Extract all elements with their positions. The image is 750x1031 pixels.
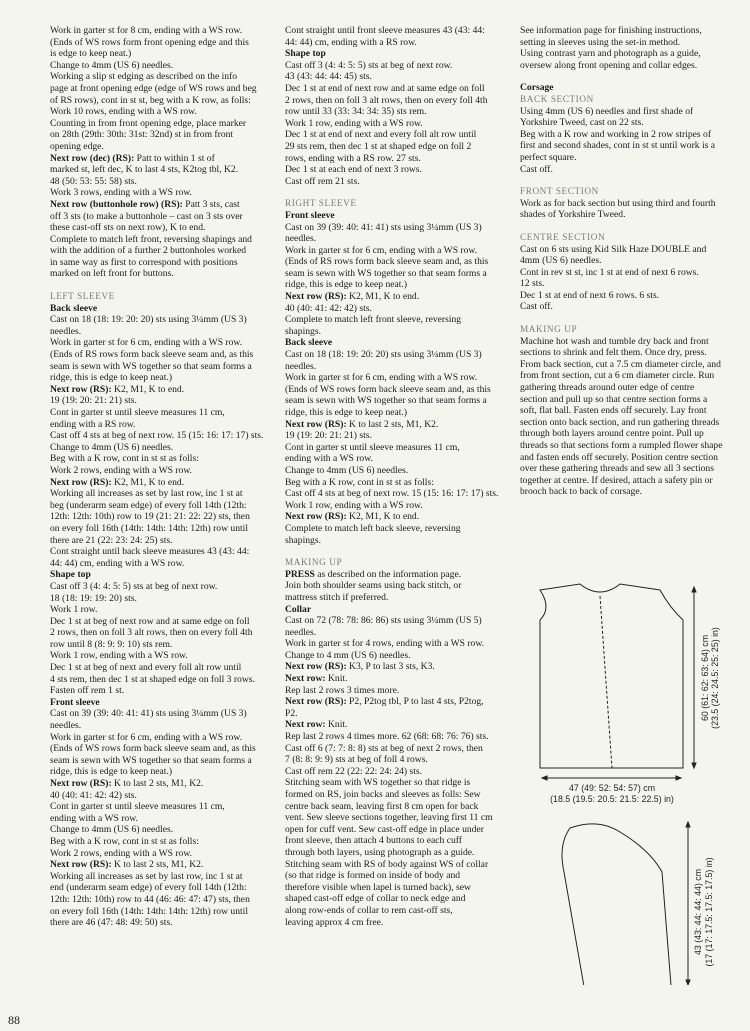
text-line: Work in garter st for 6 cm, ending with a WS row. [50, 337, 243, 349]
text-line: ending with a WS row. [285, 453, 373, 465]
text-line: needles. [285, 360, 317, 372]
subsection-heading: Back sleeve [50, 302, 98, 314]
text-line: (Ends of WS rows form back sleeve seam and, as this [285, 383, 491, 395]
text-line: From back section, cut a 7.5 cm diameter circle, and [520, 358, 721, 370]
section-heading: FRONT SECTION [520, 186, 599, 197]
text-line: formed on RS, join backs and sleeves as folls: Sew [285, 789, 481, 800]
text-line: Cast on 39 (39: 40: 41: 41) sts using 3¼mm (US 3) [50, 708, 247, 720]
text-line: Machine hot wash and tumble dry back and front [520, 335, 709, 347]
text-line: Work in garter st for 8 cm, ending with a WS row. [50, 25, 243, 36]
text-line: Work in garter st for 6 cm, ending with a WS row. [285, 372, 478, 384]
subsection-heading: Shape top [50, 569, 91, 581]
text-line: Counting in from front opening edge, place marker [50, 117, 247, 129]
text-line: (Ends of WS rows form back sleeve seam and, as this [50, 743, 256, 755]
text-line: Stitching seam with WS together so that ridge is [285, 777, 471, 789]
text-line: Yorkshire Tweed, cast on 22 sts. [520, 117, 644, 129]
text-line: Complete to match left front, reversing shapings and [50, 233, 252, 245]
instruction-line [50, 199, 272, 211]
text-line: through both layers, using photograph as a guide. [285, 846, 475, 858]
text-line: Cast off 6 (7: 7: 8: 8) sts at beg of next 2 rows, then [285, 742, 483, 754]
section-spacer [520, 221, 740, 232]
section-heading: LEFT SLEEVE [50, 291, 115, 302]
sleeve-length-label-in: (17 (17: 17.5: 17.5: 17.5) in) [704, 857, 714, 967]
text-line: Work 1 row. [50, 604, 98, 616]
section-spacer [520, 71, 740, 82]
instruction-text: K to last 2 sts, M1, K2. [111, 778, 204, 789]
instruction-text: K to last 2 sts, M1, K2. [111, 859, 204, 871]
text-line: front sleeve, then attach 4 buttons to each cuff [285, 835, 462, 847]
text-line: Dec 1 st at beg of next and every foll alt row until [50, 662, 242, 674]
text-line: 2 rows, then on foll 3 alt rows, then on every foll 4th [285, 94, 488, 106]
text-line: off 3 sts (to make a buttonhole – cast on 3 sts over [50, 210, 243, 222]
text-line: 4 sts rem, then dec 1 st at shaped edge on foll 3 rows. [50, 673, 255, 685]
text-line: 40 (40: 41: 42: 42) sts. [50, 789, 137, 801]
subsection-heading: Corsage [520, 82, 554, 94]
text-line: Dec 1 st at beg of next row and at same edge on foll [50, 615, 250, 627]
instruction-text: K2, M1, K to end. [111, 476, 185, 488]
body-width-label: 47 (49: 52: 54: 57) cm [568, 783, 656, 793]
schematic-diagrams [520, 560, 740, 990]
instruction-label: Next row (RS): [50, 778, 112, 789]
text-line: Work 1 row, ending with a WS row. [50, 650, 188, 662]
text-line: 19 (19: 20: 21: 21) sts. [285, 430, 372, 442]
text-line: threads so that sections form a rumpled flower shape [520, 440, 723, 451]
text-line: seam is sewn with WS together so that seam forms a [285, 395, 487, 407]
text-line: Cast off 3 (4: 4: 5: 5) sts at beg of next row. [285, 59, 453, 71]
text-line: seam is sewn with WS together so that seam forms a [50, 360, 252, 372]
subsection-heading: Shape top [285, 48, 326, 60]
text-line: Cont straight until back sleeve measures 43 (43: 44: [50, 546, 250, 558]
instruction-text: as described on the information page. [314, 568, 462, 580]
text-line: Work as for back section but using third and fourth [520, 197, 716, 209]
instruction-text: Patt to within 1 st of [134, 152, 215, 164]
text-line: P2. [285, 707, 298, 719]
text-line: Cast off rem 21 sts. [285, 175, 360, 187]
text-line: open for cuff vent. Sew cast-off edge in place under [285, 823, 484, 835]
text-line: Beg with a K row, cont in st st as folls: [50, 453, 199, 465]
text-line: in same way as first to correspond with positions [50, 256, 238, 268]
sleeve-schematic [562, 822, 690, 985]
text-line: (so that ridge is formed on inside of body and [285, 870, 461, 882]
text-line: perfect square. [520, 151, 577, 163]
text-line: 19 (19: 20: 21: 21) sts. [50, 395, 137, 407]
instruction-text: P2, P2tog tbl, P to last 4 sts, P2tog, [346, 696, 484, 708]
text-line: Cont in garter st until sleeve measures 11 cm, [50, 801, 225, 813]
text-line: Rep last 2 rows 4 times more. 62 (68: 68: 76: 76) sts. [285, 731, 489, 743]
section-heading: CENTRE SECTION [520, 231, 606, 242]
text-line: Cast off 4 sts at beg of next row. 15 (15: 16: 17: 17) sts. [285, 488, 499, 500]
text-line: marked st, left dec, K to last 4 sts, K2tog tbl, K2. [50, 164, 239, 176]
section-heading: MAKING UP [285, 557, 343, 568]
text-line: Work 10 rows, ending with a WS row. [50, 106, 197, 118]
text-line: 40 (40: 41: 42: 42) sts. [285, 302, 372, 314]
text-line: Work 2 rows, ending with a WS row. [50, 847, 193, 859]
text-line: 4mm (US 6) needles. [520, 255, 602, 267]
text-line: row until 8 (8: 9: 9: 10) sts rem. [50, 638, 173, 650]
text-line: Using 4mm (US 6) needles and first shade of [520, 105, 694, 117]
text-line: Dec 1 st at end of next row and at same edge on foll [285, 82, 485, 94]
text-line: of RS rows), cont in st st, beg with a K row, as folls: [50, 94, 251, 106]
text-line: needles. [50, 720, 82, 732]
instruction-line [285, 719, 509, 731]
body-width-label-in: (18.5 (19.5: 20.5: 21.5: 22.5) in) [550, 794, 674, 804]
text-line: Cast off 4 sts at beg of next row. 15 (15: 16: 17: 17) sts. [50, 430, 264, 442]
text-line: 18 (18: 19: 19: 20) sts. [50, 592, 137, 604]
text-line: Cont in garter st until sleeve measures 11 cm, [285, 441, 460, 453]
text-line: Dec 1 st at end of next and every foll alt row until [285, 129, 477, 141]
section-heading: BACK SECTION [520, 93, 594, 104]
subsection-heading: Collar [285, 603, 312, 615]
instruction-line [50, 859, 272, 871]
body-height-label-in: (23.5 (24: 24.5: 25: 25) in) [710, 627, 720, 729]
text-column-right [520, 25, 740, 498]
text-line: Join both shoulder seams using back stitch, or [285, 580, 462, 592]
instruction-text: Knit. [325, 719, 348, 731]
text-line: Cast on 18 (18: 19: 20: 20) sts using 3¼mm (US 3) [50, 314, 247, 326]
instruction-label: Next row (buttonhole row) (RS): [50, 198, 183, 210]
text-line: Cast off. [520, 301, 553, 313]
instruction-text: K2, M1, K to end. [111, 383, 185, 395]
text-line: Change to 4mm (US 6) needles. [50, 824, 174, 836]
text-line: is edge to keep neat.) [50, 48, 132, 60]
text-line: needles. [285, 626, 317, 638]
text-line: section onto back section, and run gathering threads [520, 416, 720, 428]
text-line: shaped cast-off edge of collar to neck edge and [285, 893, 466, 905]
text-line: from front section, cut a 6 cm diameter circle. Run [520, 370, 715, 382]
text-line: beg (underarm seam edge) of every foll 14th (12th: [50, 499, 247, 511]
text-line: Fasten off rem 1 st. [50, 685, 125, 697]
instruction-label: Next row (RS): [50, 476, 112, 488]
text-line: Cast off rem 22 (22: 22: 24: 24) sts. [285, 765, 423, 777]
text-line: Change to 4mm (US 6) needles. [50, 441, 174, 453]
text-line: Work in garter st for 6 cm, ending with a WS row. [285, 244, 478, 256]
text-line: ending with a RS row. [50, 418, 136, 430]
text-line: Cont in rev st st, inc 1 st at end of next 6 rows. [520, 266, 699, 278]
instruction-line [285, 673, 509, 685]
text-line: needles. [285, 233, 317, 245]
text-line: centre back seam, leaving first 8 cm open for back [285, 800, 479, 812]
text-line: seam is sewn with WS together so that seam forms a [285, 267, 487, 279]
subsection-heading: Back sleeve [285, 337, 333, 349]
text-line: 48 (50: 53: 55: 58) sts. [50, 175, 137, 187]
text-line: ridge, this is edge to keep neat.) [50, 766, 173, 778]
text-line: brooch back to back of corsage. [520, 486, 643, 498]
instruction-text: K2, M1, K to end. [346, 291, 420, 303]
text-line: Stitching seam with RS of body against WS of collar [285, 858, 489, 870]
section-spacer [520, 175, 740, 186]
sleeve-outline [562, 824, 672, 985]
text-line: mattress stitch if preferred. [285, 591, 389, 603]
text-line: shapings. [285, 534, 321, 546]
text-line: Change to 4mm (US 6) needles. [285, 464, 409, 476]
text-line: 44: 44) cm, ending with a RS row. [285, 36, 417, 48]
text-line: Cast on 18 (18: 19: 20: 20) sts using 3¼mm (US 3) [285, 349, 482, 361]
instruction-label: Next row (RS): [285, 661, 347, 673]
instruction-line [285, 291, 509, 303]
instruction-label: Next row: [285, 719, 326, 731]
section-heading: RIGHT SLEEVE [285, 198, 357, 209]
text-line: 43 (43: 44: 44: 45) sts. [285, 71, 372, 83]
text-line: ridge, this is edge to keep neat.) [285, 279, 408, 291]
text-line: opening edge. [50, 140, 104, 152]
text-line: together at centre. If desired, attach a safety pin or [520, 474, 713, 486]
text-line: Complete to match left back sleeve, reversing [285, 522, 461, 534]
section-spacer [285, 546, 509, 557]
instruction-text: Knit. [325, 673, 348, 685]
text-line: (Ends of RS rows form back sleeve seam and, as this [285, 256, 489, 268]
text-line: gathering threads around outer edge of centre [520, 382, 695, 394]
schematic-svg [520, 560, 740, 985]
page-number: 88 [8, 1013, 20, 1027]
text-line: on every foll 16th (14th: 14th: 14th: 12th) row until [50, 522, 248, 534]
instruction-label: Next row (RS): [285, 696, 347, 708]
front-opening-line [600, 596, 612, 768]
section-spacer [520, 313, 740, 324]
text-line: seam is sewn with WS together so that seam forms a [50, 754, 252, 766]
text-line: Work in garter st for 6 cm, ending with a WS row. [50, 731, 243, 743]
section-spacer [50, 280, 272, 291]
text-line: Cast off 3 (4: 4: 5: 5) sts at beg of next row. [50, 580, 218, 592]
text-line: sections to shrink and felt them. Once dry, press. [520, 347, 707, 359]
text-line: over these gathering threads and sew all 3 sections [520, 463, 714, 475]
text-line: 44: 44) cm, ending with a WS row. [50, 557, 185, 569]
text-line: page at front opening edge (edge of WS rows and beg [50, 82, 257, 94]
body-schematic [540, 584, 696, 780]
instruction-line [285, 569, 509, 581]
subsection-heading: Front sleeve [285, 209, 335, 221]
text-line: on every foll 16th (14th: 14th: 14th: 12th) row until [50, 905, 248, 917]
body-outline [540, 584, 683, 768]
instruction-line [285, 661, 509, 673]
text-line: Work in garter st for 4 rows, ending with a WS row. [285, 638, 485, 650]
text-line: vent. Sew sleeve sections together, leaving first 11 cm [285, 812, 493, 824]
text-line: 12th: 12th: 10th) row to 19 (21: 21: 22: 22) sts, then [50, 511, 250, 523]
text-line: there are 46 (47: 48: 49: 50) sts. [50, 917, 173, 929]
text-line: 12th: 12th: 10th) row to 44 (46: 46: 47: 47) sts, then [50, 893, 250, 905]
section-heading: MAKING UP [520, 324, 578, 335]
instruction-text: Patt 3 sts, cast [182, 198, 240, 210]
text-line: Using contrast yarn and photograph as a guide, [520, 48, 701, 60]
text-line: Work 3 rows, ending with a WS row. [50, 187, 193, 199]
text-line: section and pull up so that centre section forms a [520, 393, 708, 405]
text-line: there are 21 (22: 23: 24: 25) sts. [50, 534, 173, 546]
instruction-line [50, 477, 272, 489]
text-line: shades of Yorkshire Tweed. [520, 209, 626, 221]
text-line: 2 rows, then on foll 3 alt rows, then on every foll 4th [50, 627, 253, 639]
text-line: first and second shades, cont in st st until work is a [520, 140, 716, 152]
text-line: Complete to match left front sleeve, reversing [285, 314, 462, 326]
instruction-label: Next row (RS): [50, 859, 112, 871]
instruction-line [50, 384, 272, 396]
text-line: Cast on 39 (39: 40: 41: 41) sts using 3¼mm (US 3) [285, 221, 482, 233]
text-line: ridge, this is edge to keep neat.) [285, 407, 408, 418]
body-height-label: 60 (61: 62: 63: 64) cm [700, 634, 710, 722]
text-line: end (underarm seam edge) of every foll 14th (12th: [50, 882, 247, 894]
text-line: 29 sts rem, then dec 1 st at shaped edge on foll 2 [285, 140, 472, 152]
text-line: Cast off. [520, 163, 553, 175]
text-line: Working all increases as set by last row, inc 1 st at [50, 870, 243, 882]
instruction-line [285, 696, 509, 708]
text-line: Working a slip st edging as described on the info [50, 71, 238, 83]
instruction-label: Next row (dec) (RS): [50, 152, 135, 164]
text-line: ending with a WS row. [50, 812, 138, 824]
text-line: soft, flat ball. Fasten ends off securely. Lay front [520, 405, 707, 417]
text-line: these cast-off sts on next row), K to end. [50, 222, 206, 234]
subsection-heading: Front sleeve [50, 696, 100, 708]
text-line: Cont straight until front sleeve measures 43 (43: 44: [285, 25, 485, 36]
text-line: needles. [50, 325, 82, 337]
text-line: Cast on 72 (78: 78: 86: 86) sts using 3¼mm (US 5) [285, 615, 482, 627]
text-line: row until 33 (33: 34: 34: 35) sts rem. [285, 106, 427, 118]
text-line: Beg with a K row and working in 2 row stripes of [520, 128, 712, 140]
text-line: and fasten ends off securely. Position centre section [520, 451, 718, 463]
text-line: through both layers around centre point. Pull up [520, 428, 704, 440]
text-line: therefore visible when lapel is turned back), sew [285, 881, 471, 893]
text-line: along row-ends of collar to rem cast-off sts, [285, 904, 453, 916]
text-line: Cont in garter st until sleeve measures 11 cm, [50, 407, 225, 418]
text-line: ridge, this is edge to keep neat.) [50, 372, 173, 384]
text-line: Change to 4mm (US 6) needles. [50, 59, 174, 71]
text-line: 12 sts. [520, 278, 545, 290]
text-line: oversew along front opening and collar edges. [520, 59, 698, 71]
text-line: Change to 4 mm (US 6) needles. [285, 649, 411, 661]
instruction-line [50, 153, 272, 165]
text-line: Dec 1 st at each end of next 3 rows. [285, 164, 422, 176]
text-line: (Ends of RS rows form back sleeve seam and, as this [50, 349, 254, 361]
text-line: Work 2 rows, ending with a WS row. [50, 464, 193, 476]
instruction-label: Next row (RS): [50, 383, 112, 395]
text-line: leaving approx 4 cm free. [285, 916, 384, 928]
text-line: See information page for finishing instructions, [520, 25, 702, 36]
instruction-text: K2, M1, K to end. [346, 511, 420, 523]
text-line: Work 1 row, ending with a WS row. [285, 499, 423, 511]
instruction-label: Next row (RS): [285, 291, 347, 303]
instruction-text: K3, P to last 3 sts, K3. [346, 661, 435, 673]
text-line: on 28th (29th: 30th: 31st: 32nd) st in from front [50, 129, 234, 141]
text-line: Beg with a K row, cont in st st as folls: [50, 835, 199, 847]
instruction-line [50, 778, 272, 790]
instruction-line [285, 511, 509, 523]
instruction-line [285, 419, 509, 431]
text-column-left [50, 25, 272, 929]
instruction-label: Next row: [285, 673, 326, 685]
section-spacer [285, 187, 509, 198]
text-line: 7 (8: 8: 9: 9) sts at beg of foll 4 rows. [285, 754, 428, 766]
text-line: setting in sleeves using the set-in method. [520, 36, 681, 48]
text-line: (Ends of WS rows form front opening edge and this [50, 36, 249, 48]
text-line: Working all increases as set by last row, inc 1 st at [50, 488, 243, 500]
text-column-middle [285, 25, 509, 928]
text-line: Dec 1 st at end of next 6 rows. 6 sts. [520, 289, 660, 301]
instruction-label: Next row (RS): [285, 418, 347, 430]
instruction-text: K to last 2 sts, M1, K2. [346, 418, 439, 430]
instruction-label: PRESS [285, 568, 315, 580]
text-line: Beg with a K row, cont in st st as folls: [285, 476, 434, 488]
sleeve-length-label: 43 (43: 44: 44: 44) cm [693, 868, 703, 956]
text-line: shapings. [285, 325, 321, 337]
text-line: Work 1 row, ending with a WS row. [285, 117, 423, 129]
text-line: Cast on 6 sts using Kid Silk Haze DOUBLE and [520, 243, 707, 255]
text-line: Rep last 2 rows 3 times more. [285, 684, 400, 696]
text-line: with the addition of a further 2 buttonholes worked [50, 245, 247, 257]
text-line: rows, ending with a RS row. 27 sts. [285, 152, 421, 164]
instruction-label: Next row (RS): [285, 511, 347, 523]
text-line: marked on left front for buttons. [50, 268, 174, 280]
